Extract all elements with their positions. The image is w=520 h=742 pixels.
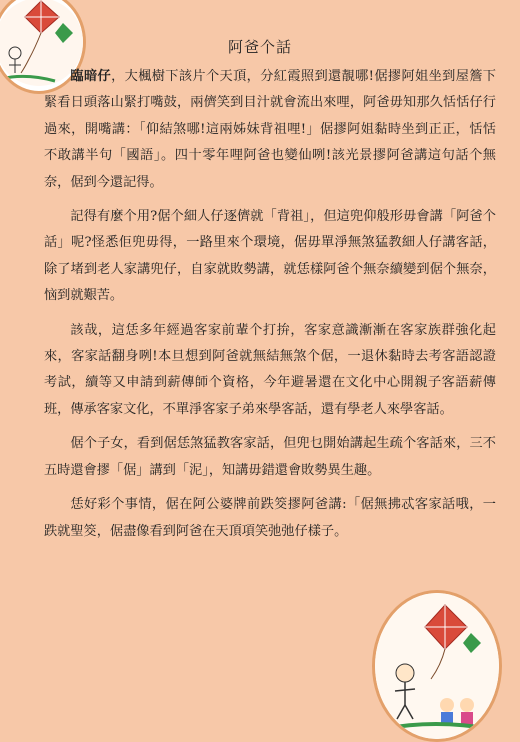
article-body xyxy=(44,64,496,553)
paragraph-2: 記得有麼个用?倨个細人仔逐儕就「背祖」，但這兜仰般形毋會講「阿爸个話」呢?怪悉佢兜毋得，一路里來个環境，倨毋單淨無煞猛教細人仔講客話，除了堵到老人家講兜仔，自家就敗勢講，就恁樣阿爸个無奈續變到倨个無奈，恼到就艱苦。 xyxy=(44,209,496,304)
kite-children-icon xyxy=(375,593,499,739)
paragraph-1 xyxy=(44,64,496,196)
paragraph-5: 恁好彩个事情，倨在阿公婆牌前跌筊摎阿爸講:「倨無拂忒客家話哦，一跌就聖筊，倨盡像看到阿爸在天頂項笑弛弛仔樣子。 xyxy=(44,497,496,539)
page-title: 阿爸个話 xyxy=(227,38,292,56)
author-name: 臨暗仔 xyxy=(70,69,112,84)
paragraph-3: 該哉，這恁多年經過客家前輩个打拚，客家意識漸漸在客家族群強化起來，客家話翻身咧!本旦想到阿爸就無結無煞个倨，一退休黏時去考客語認證考試，續等又申請到薪傳師个資格，今年避暑還在文化中心開親子客語薪傳班，傳承客家文化，不單淨客家子弟來學客話，還有學老人來學客話。 xyxy=(44,322,496,417)
paragraph-1-text: ，大楓樹下該片个天頂，分紅霞照到還靚哪!倨摎阿姐坐到屋簷下緊看日頭落山緊打嘴鼓，兩儕笑到目汁就會流出來哩，阿爸毋知那久恬恬仔行過來，開嘴講：「仰結煞哪!這兩姊妹背祖哩!」倨摎阿姐黏時坐到正正，恬恬不敢講半句「國語」。四十零年哩阿爸也變仙咧!該光景摎阿爸講這句話个無奈，倨到今還記得。 xyxy=(44,69,496,190)
kite-logo-bottom xyxy=(372,590,502,742)
paragraph-4: 倨个子女，看到倨恁煞猛教客家話，但兜乜開始講起生疏个客話來，三不五時還會摎「倨」講到「泥」，知講毋錯還會敗勢異生趣。 xyxy=(44,436,496,478)
